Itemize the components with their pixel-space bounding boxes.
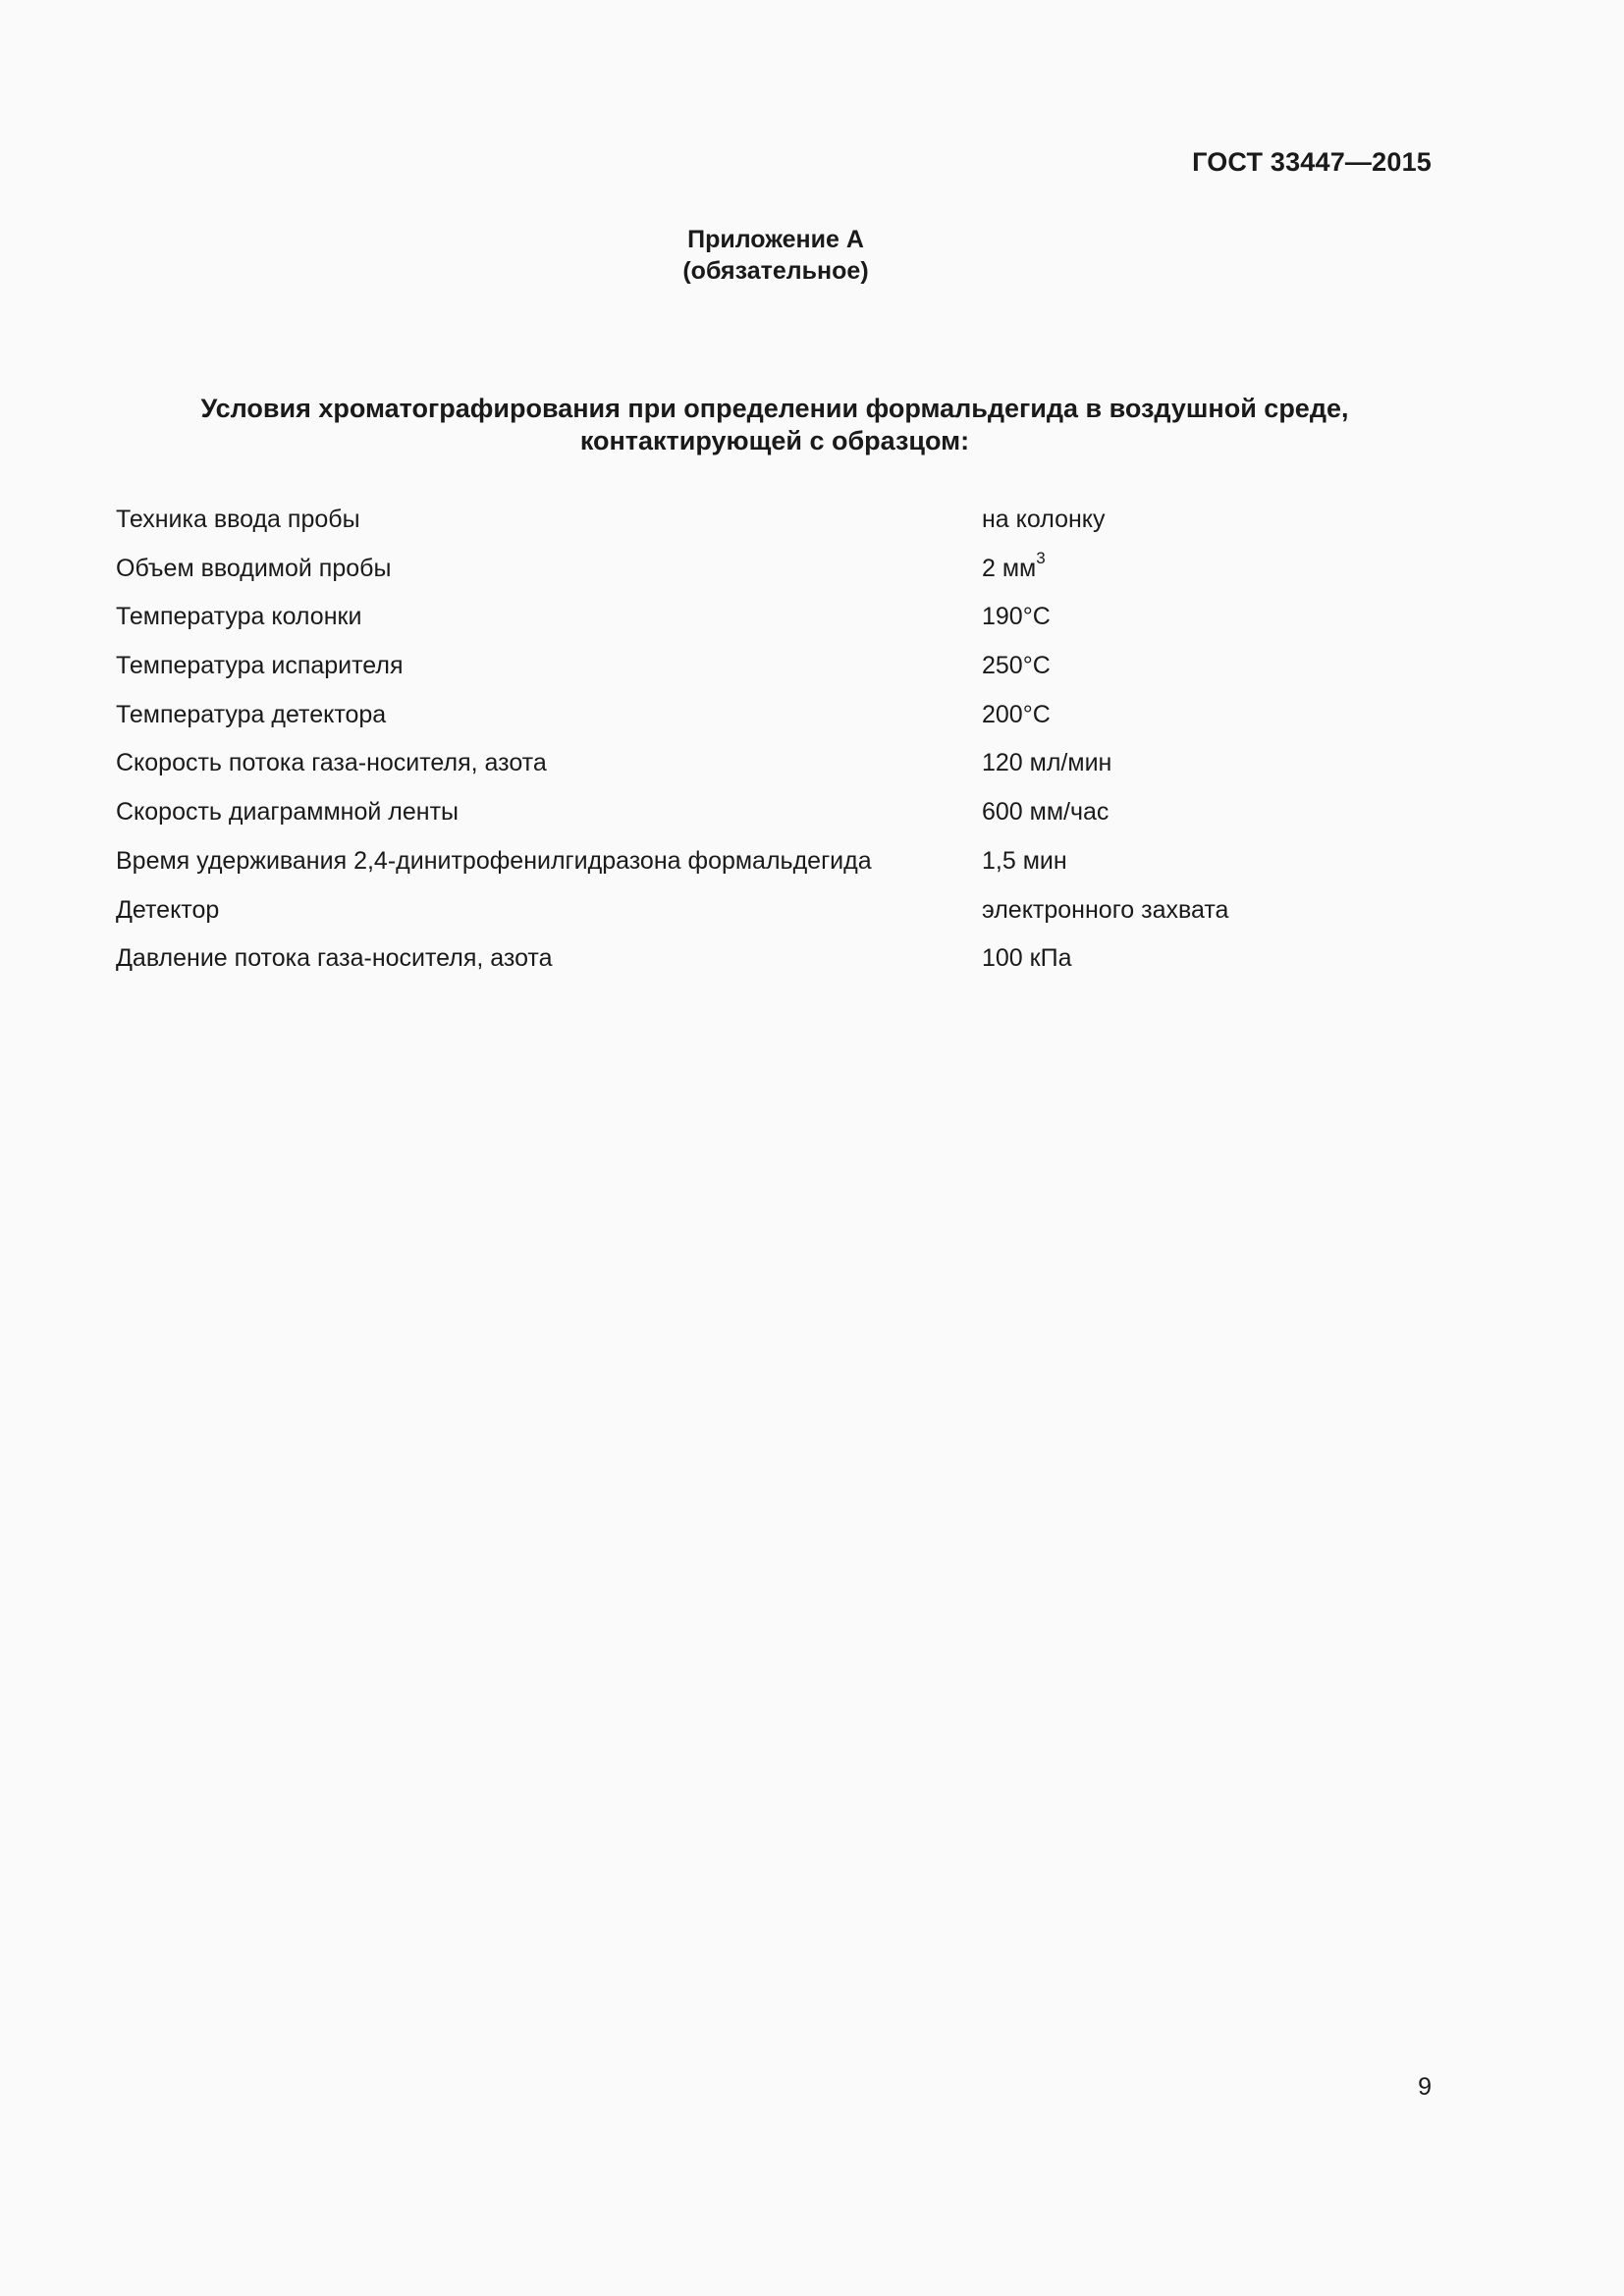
condition-value: 120 мл/мин xyxy=(982,749,1112,777)
condition-row xyxy=(116,739,1314,788)
condition-row xyxy=(116,593,1314,642)
condition-row xyxy=(116,545,1314,594)
condition-parameter: Температура колонки xyxy=(116,603,362,631)
condition-parameter: Объем вводимой пробы xyxy=(116,554,392,582)
condition-parameter: Время удерживания 2,4-динитрофенилгидразона формальдегида xyxy=(116,846,872,875)
appendix-heading xyxy=(0,224,1551,287)
condition-value: 2 $мм^3$ xyxy=(982,549,1046,582)
condition-value: 190°C xyxy=(982,603,1051,631)
condition-value: 600 мм/час xyxy=(982,798,1110,827)
condition-parameter: Температура детектора xyxy=(116,700,387,728)
condition-parameter: Скорость диаграммной ленты xyxy=(116,798,459,827)
condition-row xyxy=(116,934,1314,984)
condition-value: на колонку xyxy=(982,506,1106,533)
unit-exponent: 3 xyxy=(1036,549,1046,568)
condition-value: электронного захвата xyxy=(982,895,1229,924)
condition-parameter: Скорость потока газа-носителя, азота xyxy=(116,749,547,777)
appendix-status: (обязательное) xyxy=(682,257,869,285)
conditions-list xyxy=(116,496,1314,984)
condition-row xyxy=(116,691,1314,740)
condition-value: 1,5 мин xyxy=(982,846,1067,875)
condition-parameter: Давление потока газа-носителя, азота xyxy=(116,944,553,973)
page-number: 9 xyxy=(1418,2073,1432,2101)
condition-row xyxy=(116,886,1314,935)
condition-row xyxy=(116,837,1314,886)
condition-parameter: Температура испарителя xyxy=(116,652,404,680)
condition-value: 250°C xyxy=(982,652,1051,680)
condition-row xyxy=(116,642,1314,691)
document-code: ГОСТ 33447—2015 xyxy=(1192,147,1432,177)
condition-value: 200°C xyxy=(982,700,1051,728)
condition-parameter: Техника ввода пробы xyxy=(116,506,360,533)
section-title xyxy=(116,393,1434,457)
condition-value: 100 кПа xyxy=(982,944,1072,973)
condition-row xyxy=(116,496,1314,545)
section-title-line-1: Условия хроматографирования при определении формальдегида в воздушной среде, xyxy=(200,394,1349,423)
condition-parameter: Детектор xyxy=(116,895,220,924)
condition-row xyxy=(116,788,1314,837)
appendix-title: Приложение А xyxy=(687,226,864,253)
section-title-line-2: контактирующей с образцом: xyxy=(579,426,970,455)
